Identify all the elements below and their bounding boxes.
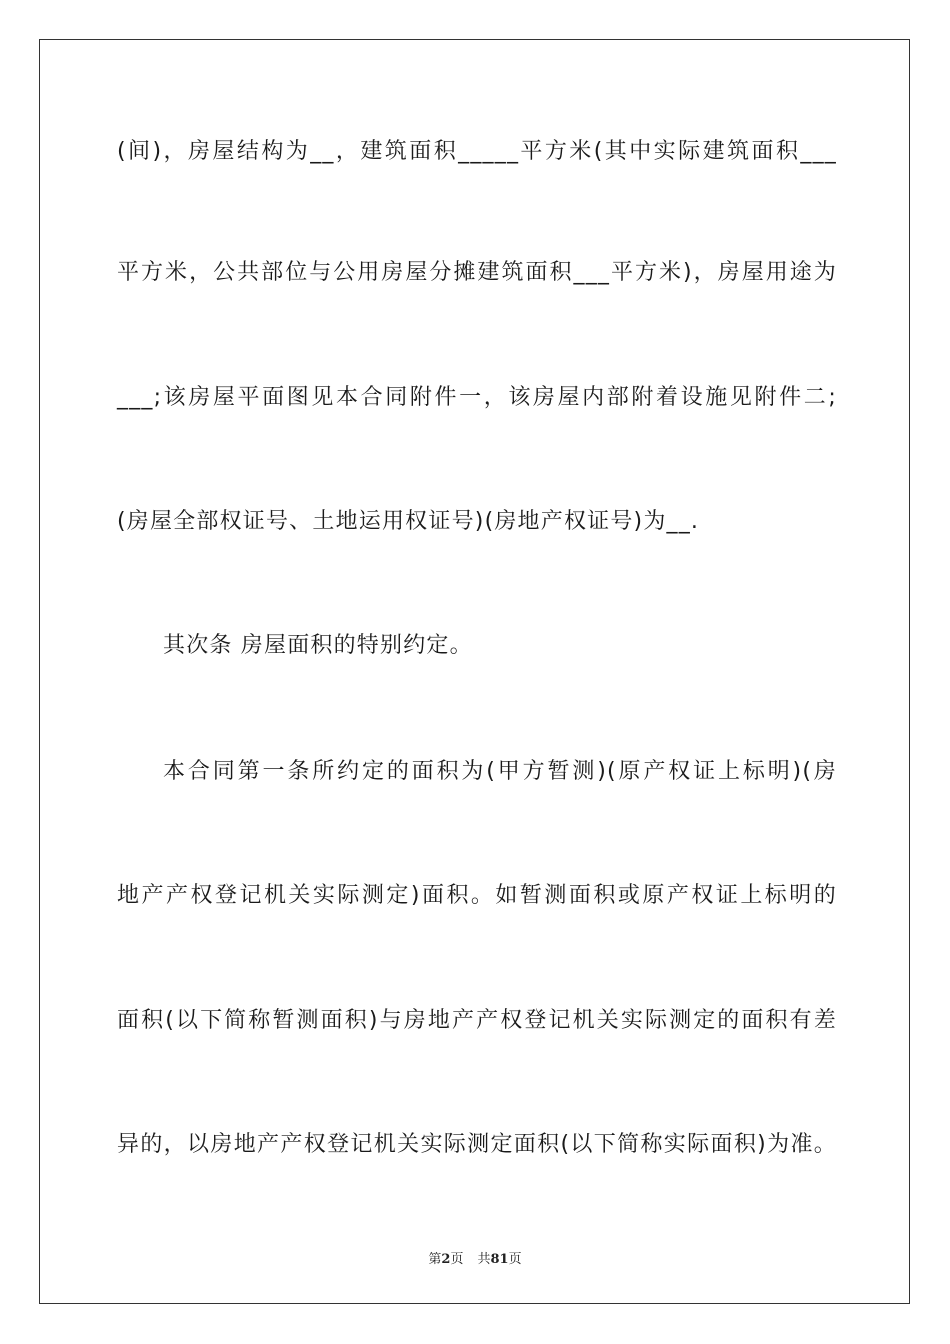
page-current: 2 xyxy=(441,1252,451,1267)
text-line: 地产产权登记机关实际测定)面积。如暂测面积或原产权证上标明的 xyxy=(117,883,837,908)
page-total: 81 xyxy=(490,1252,509,1267)
section-heading: 其次条 房屋面积的特别约定。 xyxy=(163,633,473,658)
page-border xyxy=(39,39,910,1304)
page-unit: 页 xyxy=(450,1252,464,1267)
total-prefix: 共 xyxy=(477,1252,491,1267)
text-line: 本合同第一条所约定的面积为(甲方暂测)(原产权证上标明)(房 xyxy=(163,759,837,784)
page-prefix: 第 xyxy=(428,1252,442,1267)
text-line: 异的，以房地产产权登记机关实际测定面积(以下简称实际面积)为准。 xyxy=(117,1132,837,1157)
text-line: 平方米，公共部位与公用房屋分摊建筑面积___平方米)，房屋用途为 xyxy=(117,260,837,285)
total-unit: 页 xyxy=(508,1252,522,1267)
page-footer xyxy=(0,1248,950,1267)
text-line: (房屋全部权证号、土地运用权证号)(房地产权证号)为__. xyxy=(117,509,700,534)
text-line: 面积(以下简称暂测面积)与房地产产权登记机关实际测定的面积有差 xyxy=(117,1008,837,1033)
text-line: ___;该房屋平面图见本合同附件一，该房屋内部附着设施见附件二; xyxy=(117,385,837,410)
text-line: (间)，房屋结构为__，建筑面积_____平方米(其中实际建筑面积___ xyxy=(117,139,837,164)
